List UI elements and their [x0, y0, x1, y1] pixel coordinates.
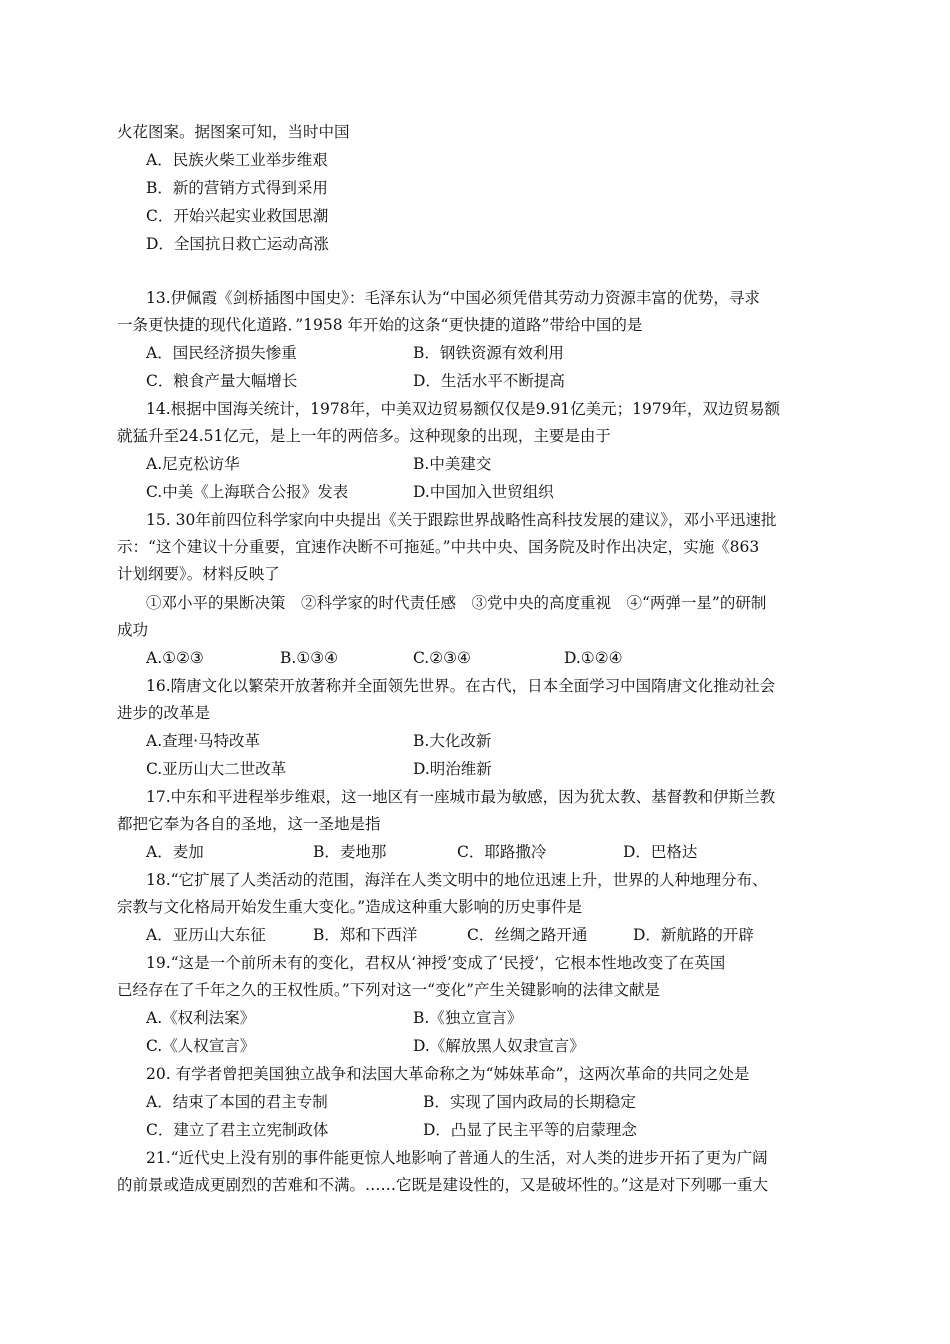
q16-option-b: B.大化改新 — [413, 732, 492, 750]
q12-option-a: A．民族火柴工业举步维艰 — [146, 151, 328, 169]
q19-option-c: C.《人权宣言》 — [146, 1037, 256, 1055]
q15-stem-line4: ①邓小平的果断决策 ②科学家的时代责任感 ③党中央的高度重视 ④“两弹一星”的研制 — [146, 594, 767, 612]
q12-option-d: D．全国抗日救亡运动高涨 — [146, 235, 329, 253]
q18-option-c: C．丝绸之路开通 — [467, 926, 588, 944]
q19-option-a: A.《权利法案》 — [146, 1009, 256, 1027]
q13-option-d: D．生活水平不断提高 — [413, 372, 565, 390]
q21-stem-line2: 的前景或造成更剧烈的苦难和不满。……它既是建设性的，又是破坏性的。”这是对下列哪一重大 — [117, 1176, 769, 1194]
q18-option-d: D．新航路的开辟 — [633, 926, 754, 944]
q14-stem-line1: 14.根据中国海关统计，1978年，中美双边贸易额仅仅是9.91亿美元；1979年，双边贸易额 — [146, 400, 781, 418]
q20-stem-line1: 20. 有学者曾把美国独立战争和法国大革命称之为“姊妹革命”，这两次革命的共同之处是 — [146, 1065, 750, 1083]
q16-option-a: A.查理·马特改革 — [146, 732, 261, 750]
q12-option-c: C．开始兴起实业救国思潮 — [146, 207, 329, 225]
q20-option-a: A．结束了本国的君主专制 — [146, 1093, 328, 1111]
q15-stem-line5: 成功 — [117, 621, 149, 639]
q16-option-d: D.明治维新 — [413, 760, 492, 778]
q12-stem: 火花图案。据图案可知，当时中国 — [117, 123, 350, 141]
q20-option-b: B．实现了国内政局的长期稳定 — [423, 1093, 636, 1111]
q20-option-c: C．建立了君主立宪制政体 — [146, 1121, 329, 1139]
q19-stem-line2: 已经存在了千年之久的王权性质。”下列对这一“变化”产生关键影响的法律文献是 — [117, 981, 661, 999]
q15-option-c: C.②③④ — [413, 649, 471, 667]
q19-option-d: D.《解放黑人奴隶宣言》 — [413, 1037, 585, 1055]
q21-stem-line1: 21.“近代史上没有别的事件能更惊人地影响了普通人的生活，对人类的进步开拓了更为广阔 — [146, 1149, 768, 1167]
q17-option-b: B．麦地那 — [313, 843, 387, 861]
q18-option-a: A．亚历山大东征 — [146, 926, 266, 944]
q13-stem-line2: 一条更快捷的现代化道路．”1958 年开始的这条“更快捷的道路”带给中国的是 — [117, 316, 643, 334]
q14-option-d: D.中国加入世贸组织 — [413, 483, 554, 501]
q17-stem-line1: 17.中东和平进程举步维艰，这一地区有一座城市最为敏感，因为犹太教、基督教和伊斯兰教 — [146, 788, 776, 806]
q15-option-b: B.①③④ — [280, 649, 339, 667]
q15-stem-line3: 计划纲要》。材料反映了 — [117, 565, 280, 583]
q20-option-d: D．凸显了民主平等的启蒙理念 — [423, 1121, 637, 1139]
q15-option-d: D.①②④ — [564, 649, 623, 667]
q15-stem-line2: 示：“这个建议十分重要，宜速作决断不可拖延。”中共中央、国务院及时作出决定，实施《863 — [117, 538, 760, 556]
q17-option-a: A．麦加 — [146, 843, 204, 861]
q17-option-d: D．巴格达 — [623, 843, 698, 861]
q13-option-a: A．国民经济损失惨重 — [146, 344, 297, 362]
q18-stem-line2: 宗教与文化格局开始发生重大变化。”造成这种重大影响的历史事件是 — [117, 898, 583, 916]
q14-stem-line2: 就猛升至24.51亿元，是上一年的两倍多。这种现象的出现，主要是由于 — [117, 427, 611, 445]
q13-option-b: B．钢铁资源有效利用 — [413, 344, 564, 362]
q18-stem-line1: 18.“它扩展了人类活动的范围，海洋在人类文明中的地位迅速上升，世界的人种地理分布、 — [146, 871, 768, 889]
q14-option-c: C.中美《上海联合公报》发表 — [146, 483, 349, 501]
q19-option-b: B.《独立宣言》 — [413, 1009, 523, 1027]
q13-stem-line1: 13.伊佩霞《剑桥插图中国史》：毛泽东认为“中国必须凭借其劳动力资源丰富的优势，寻求 — [146, 289, 760, 307]
q16-stem-line1: 16.隋唐文化以繁荣开放著称并全面领先世界。在古代，日本全面学习中国隋唐文化推动社会 — [146, 677, 776, 695]
q19-stem-line1: 19.“这是一个前所未有的变化，君权从‘神授’变成了‘民授’，它根本性地改变了在英国 — [146, 954, 726, 972]
q17-option-c: C．耶路撒冷 — [457, 843, 547, 861]
q15-option-a: A.①②③ — [146, 649, 204, 667]
q18-option-b: B．郑和下西洋 — [313, 926, 418, 944]
q14-option-b: B.中美建交 — [413, 455, 492, 473]
q17-stem-line2: 都把它奉为各自的圣地，这一圣地是指 — [117, 815, 381, 833]
q13-option-c: C．粮食产量大幅增长 — [146, 372, 298, 390]
q16-option-c: C.亚历山大二世改革 — [146, 760, 287, 778]
q15-stem-line1: 15. 30年前四位科学家向中央提出《关于跟踪世界战略性高科技发展的建议》，邓小平迅速批 — [146, 511, 777, 529]
q12-option-b: B．新的营销方式得到采用 — [146, 179, 328, 197]
q14-option-a: A.尼克松访华 — [146, 455, 240, 473]
q16-stem-line2: 进步的改革是 — [117, 704, 211, 722]
